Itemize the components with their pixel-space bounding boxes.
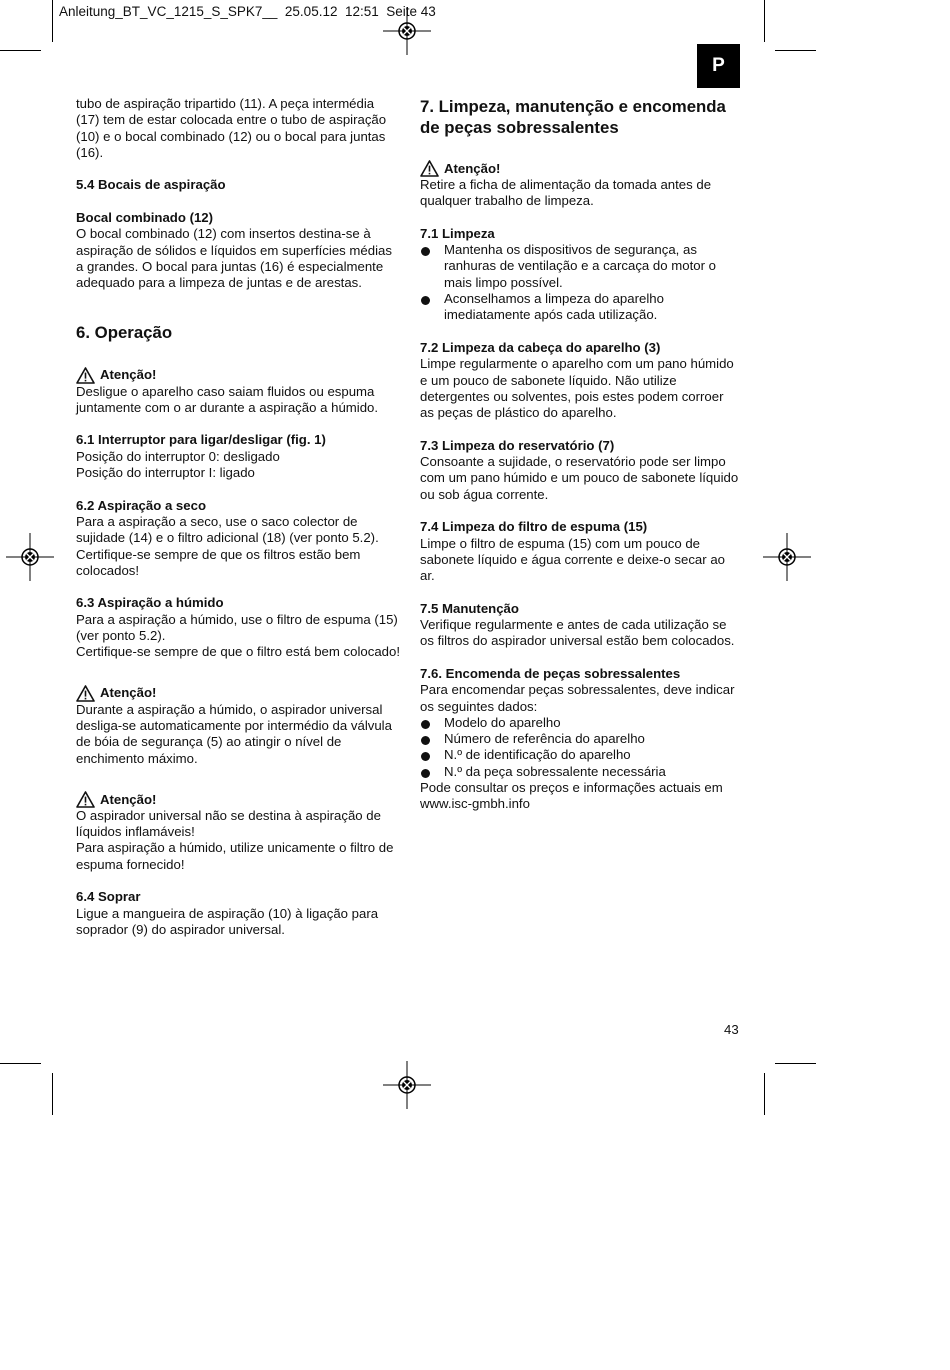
section-7-4-text: Limpe o filtro de espuma (15) com um pouco de sabonete líquido e água corrente e deixe-o secar ao ar. — [420, 535, 725, 584]
list-item: Mantenha os dispositivos de segurança, as ranhuras de ventilação e a carcaça do motor o mais limpo possível. — [420, 242, 740, 291]
crop-mark — [775, 1063, 816, 1064]
section-7-3-title: 7.3 Limpeza do reservatório (7) — [420, 437, 615, 453]
warning-heading — [76, 367, 401, 384]
section-7-1-list — [420, 242, 740, 323]
language-tab: P — [697, 44, 740, 88]
registration-mark-icon — [6, 533, 54, 581]
switch-position-off: Posição do interruptor 0: desligado — [76, 448, 280, 464]
print-slug: Anleitung_BT_VC_1215_S_SPK7__ 25.05.12 12:51 Seite 43 — [59, 4, 436, 19]
crop-mark — [0, 50, 41, 51]
section-7-6-outro: Pode consultar os preços e informações actuais em www.isc-gmbh.info — [420, 779, 723, 812]
page-number: 43 — [724, 1022, 739, 1037]
cleaning-warning-text: Retire a ficha de alimentação da tomada antes de qualquer trabalho de limpeza. — [420, 177, 712, 209]
warning-label: Atenção! — [100, 367, 157, 383]
section-7-3-text: Consoante a sujidade, o reservatório pode ser limpo com um pano húmido e um pouco de sabonete líquido ou sob água corrente. — [420, 454, 739, 502]
list-item: Modelo do aparelho — [420, 715, 740, 731]
warning-label: Atenção! — [444, 160, 501, 176]
warning-label: Atenção! — [100, 685, 157, 701]
section-7-1-title: 7.1 Limpeza — [420, 225, 495, 241]
warning-heading — [76, 791, 401, 808]
section-7-6-list — [420, 715, 740, 780]
section-6-3-text: Para a aspiração a húmido, use o filtro de espuma (15) (ver ponto 5.2). — [76, 611, 398, 644]
registration-mark-icon — [763, 533, 811, 581]
warning-heading — [76, 685, 401, 702]
bocal-combinado-title: Bocal combinado (12) — [76, 210, 214, 226]
section-7-2-title: 7.2 Limpeza da cabeça do aparelho (3) — [420, 339, 661, 355]
warning-1-text: Desligue o aparelho caso saiam fluidos ou espuma juntamente com o ar durante a aspiração a húmido. — [76, 383, 379, 415]
section-7-2-text: Limpe regularmente o aparelho com um pano húmido e um pouco de sabonete líquido. Não utilize detergentes ou solventes, pois estes podem corroer as peças de plástico do aparelho. — [420, 356, 734, 421]
warning-3-text: O aspirador universal não se destina à aspiração de líquidos inflamáveis! — [76, 807, 381, 840]
section-6-1-title: 6.1 Interruptor para ligar/desligar (fig. 1) — [76, 432, 326, 448]
section-7-6-title: 7.6. Encomenda de peças sobressalentes — [420, 665, 681, 681]
registration-mark-icon — [383, 7, 431, 55]
section-6-2-title: 6.2 Aspiração a seco — [76, 497, 206, 513]
intro-paragraph: tubo de aspiração tripartido (11). A peça intermédia (17) tem de estar colocada entre o tubo de aspiração (10) e o bocal combinado (12) ou o bocal para juntas (16). — [76, 96, 387, 160]
list-item: N.º de identificação do aparelho — [420, 747, 740, 763]
list-item: Aconselhamos a limpeza do aparelho imediatamente após cada utilização. — [420, 291, 740, 324]
warning-3-text: Para aspiração a húmido, utilize unicamente o filtro de espuma fornecido! — [76, 840, 394, 872]
section-7-5-title: 7.5 Manutenção — [420, 600, 519, 616]
section-6-3-title: 6.3 Aspiração a húmido — [76, 595, 224, 611]
crop-mark — [0, 1063, 41, 1064]
list-item: N.º da peça sobressalente necessária — [420, 764, 740, 780]
section-5-4-title: 5.4 Bocais de aspiração — [76, 177, 226, 193]
warning-heading — [420, 160, 740, 177]
section-6-heading: 6. Operação — [76, 322, 173, 342]
section-6-3-text: Certifique-se sempre de que o filtro está bem colocado! — [76, 644, 400, 660]
crop-mark — [764, 1073, 765, 1115]
section-6-4-text: Ligue a mangueira de aspiração (10) à ligação para soprador (9) do aspirador universal. — [76, 905, 379, 937]
bocal-combinado-text: O bocal combinado (12) com insertos destina-se à aspiração de sólidos e líquidos em superfícies médias a grandes. O bocal para juntas (16) é especialmente adequado para a limpeza de juntas e de arestas. — [76, 226, 392, 291]
section-6-4-title: 6.4 Soprar — [76, 889, 141, 905]
warning-triangle-icon — [420, 160, 439, 177]
warning-triangle-icon — [76, 791, 95, 808]
right-column — [420, 96, 740, 813]
warning-2-text: Durante a aspiração a húmido, o aspirador universal desliga-se automaticamente por intermédio da válvula de bóia de segurança (5) ao atingir o nível de enchimento máximo. — [76, 701, 392, 766]
section-7-5-text: Verifique regularmente e antes de cada utilização se os filtros do aspirador universal estão bem colocados. — [420, 617, 735, 649]
section-7-6-intro: Para encomendar peças sobressalentes, deve indicar os seguintes dados: — [420, 682, 735, 714]
list-item: Número de referência do aparelho — [420, 731, 740, 747]
section-7-4-title: 7.4 Limpeza do filtro de espuma (15) — [420, 519, 648, 535]
switch-position-on: Posição do interruptor I: ligado — [76, 465, 255, 481]
section-6-2-text: Para a aspiração a seco, use o saco colector de sujidade (14) e o filtro adicional (18) (ver ponto 5.2). Certifique-se sempre de que os filtros estão bem colocados! — [76, 513, 379, 578]
section-7-heading: 7. Limpeza, manutenção e encomenda de peças sobressalentes — [420, 97, 726, 137]
warning-label: Atenção! — [100, 791, 157, 807]
crop-mark — [764, 0, 765, 42]
crop-mark — [52, 1073, 53, 1115]
registration-mark-icon — [383, 1061, 431, 1109]
left-column — [76, 96, 401, 938]
warning-triangle-icon — [76, 367, 95, 384]
warning-triangle-icon — [76, 685, 95, 702]
crop-mark — [775, 50, 816, 51]
crop-mark — [52, 0, 53, 42]
